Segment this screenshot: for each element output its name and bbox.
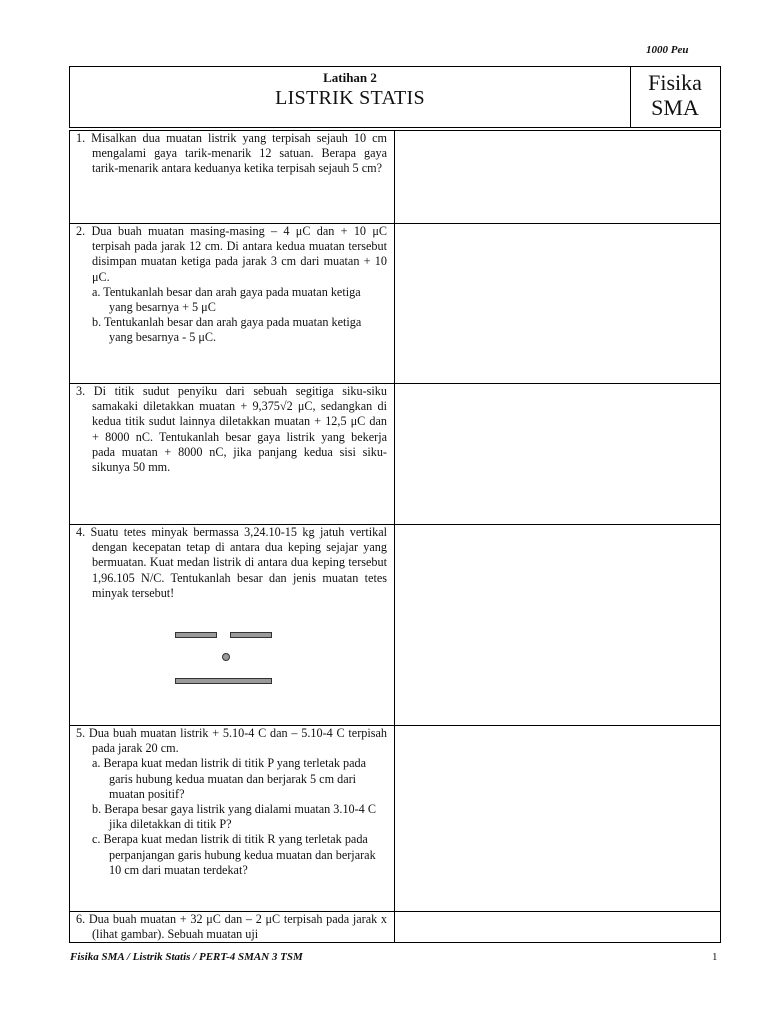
question-2b-text: b. Tentukanlah besar dan arah gaya pada muatan ketiga yang besarnya - 5 μC. — [92, 315, 362, 345]
answer-cell-5[interactable] — [395, 726, 720, 911]
question-row-1 — [70, 131, 720, 224]
question-row-4 — [70, 525, 720, 726]
upper-plate-left — [175, 632, 217, 638]
subject-line2: SMA — [651, 95, 699, 120]
question-row-3 — [70, 384, 720, 525]
answer-cell-2[interactable] — [395, 224, 720, 383]
question-5b-text: b. Berapa besar gaya listrik yang dialami muatan 3.10-4 C jika diletakkan di titik P? — [92, 802, 376, 832]
question-4-text: 4. Suatu tetes minyak bermassa 3,24.10-15 kg jatuh vertikal dengan kecepatan tetap di antara dua keping sejajar yang bermuatan. Kuat medan listrik di antara dua keping tersebut 1,96.105 N/C. Tentukanlah besar dan jenis muatan tetes minyak tersebut! — [76, 525, 387, 600]
subject-line1: Fisika — [648, 70, 702, 95]
question-3-text: 3. Di titik sudut penyiku dari sebuah segitiga siku-siku samakaki diletakkan muatan + 9,375√2 μC, sedangkan di kedua titik sudut lainnya diletakkan muatan + 12,5 μC dan + 8000 nC. Tentukanlah besar gaya listrik yang bekerja pada muatan + 8000 nC, jika panjang kedua sisi siku-sikunya 50 mm. — [76, 384, 387, 475]
subject-cell — [630, 67, 720, 127]
header-title-cell — [70, 67, 631, 127]
answer-cell-3[interactable] — [395, 384, 720, 524]
answer-cell-6[interactable] — [395, 912, 720, 943]
question-6-text: 6. Dua buah muatan + 32 μC dan – 2 μC terpisah pada jarak x (lihat gambar). Sebuah muatan uji — [76, 912, 387, 942]
question-5c-text: c. Berapa kuat medan listrik di titik R yang terletak pada perpanjangan garis hubung kedua muatan dan berjarak 10 cm dari muatan terdekat? — [92, 832, 376, 877]
question-row-5 — [70, 726, 720, 912]
question-1-text: 1. Misalkan dua muatan listrik yang terpisah sejauh 10 cm mengalami gaya tarik-menarik 12 satuan. Berapa gaya tarik-menarik antara keduanya ketika terpisah sejauh 5 cm? — [76, 131, 387, 176]
page-number: 1 — [712, 951, 718, 963]
exercise-subtitle: Latihan 2 — [323, 70, 377, 85]
question-cell-2 — [70, 224, 395, 383]
question-cell-3 — [70, 384, 395, 524]
worksheet-header — [69, 66, 721, 128]
header-ref: 1000 Peu — [646, 44, 689, 56]
page-title: LISTRIK STATIS — [275, 87, 425, 109]
question-cell-6 — [70, 912, 395, 943]
upper-plate-right — [230, 632, 272, 638]
oil-drop — [222, 653, 230, 661]
answer-cell-4[interactable] — [395, 525, 720, 725]
question-2-text: 2. Dua buah muatan masing-masing – 4 μC dan + 10 μC terpisah pada jarak 12 cm. Di antara kedua muatan tersebut disimpan muatan ketiga pada jarak 3 cm dari muatan + 10 μC. — [76, 224, 387, 284]
question-row-6 — [70, 912, 720, 943]
question-cell-4 — [70, 525, 395, 725]
question-cell-1 — [70, 131, 395, 223]
answer-cell-1[interactable] — [395, 131, 720, 223]
question-table — [69, 130, 721, 943]
question-cell-5 — [70, 726, 395, 911]
lower-plate — [175, 678, 272, 684]
question-2a-text: a. Tentukanlah besar dan arah gaya pada muatan ketiga yang besarnya + 5 μC — [92, 284, 361, 315]
footer-caption: Fisika SMA / Listrik Statis / PERT-4 SMAN 3 TSM — [70, 951, 303, 963]
question-row-2 — [70, 224, 720, 384]
question-5a-text: a. Berapa kuat medan listrik di titik P yang terletak pada garis hubung kedua muatan dan berjarak 5 cm dari muatan positif? — [92, 756, 367, 801]
question-5-text: 5. Dua buah muatan listrik + 5.10-4 C dan – 5.10-4 C terpisah pada jarak 20 cm. — [76, 726, 387, 756]
